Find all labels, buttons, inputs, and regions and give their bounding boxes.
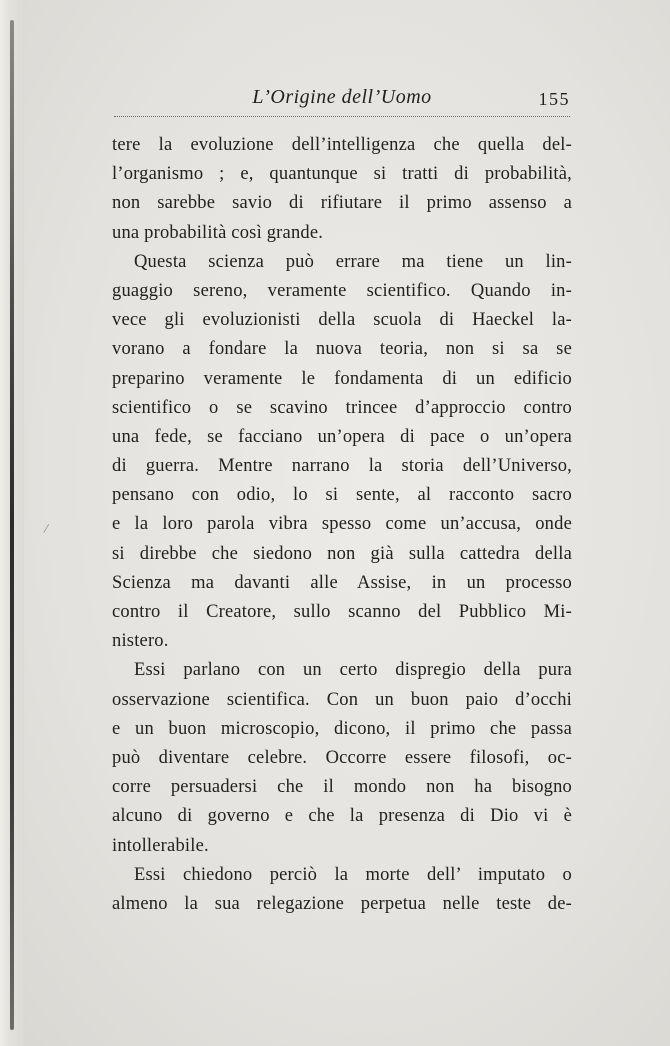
text-line: vorano a fondare la nuova teoria, non si sa se [112,339,572,360]
header-rule [114,116,570,117]
book-spine [0,0,24,1046]
text-line: alcuno di governo e che la presenza di Dio vi è [112,806,572,827]
text-line: scientifico o se scavino trincee d’approccio contro [112,397,572,418]
text-line: Essi chiedono perciò la morte dell’ imputato o [134,864,572,885]
text-line: pensano con odio, lo si sente, al racconto sacro [112,485,572,506]
page-header [114,86,570,116]
text-line: corre persuadersi che il mondo non ha bisogno [112,777,572,798]
text-line: e la loro parola vibra spesso come un’accusa, onde [112,514,572,535]
text-line: una fede, se facciano un’opera di pace o un’opera [112,426,572,447]
text-line: può diventare celebre. Occorre essere filosofi, oc- [112,747,572,768]
text-line: non sarebbe savio di rifiutare il primo assenso a [112,193,572,214]
text-line: intollerabile. [112,835,209,856]
text-line: di guerra. Mentre narrano la storia dell’Universo, [112,456,572,477]
text-line: almeno la sua relegazione perpetua nelle teste de- [112,893,572,914]
text-line: preparino veramente le fondamenta di un edificio [112,368,572,389]
text-line: Questa scienza può errare ma tiene un lin- [134,251,572,272]
running-title: L’Origine dell’Uomo [252,86,432,108]
text-line: si direbbe che siedono non già sulla cattedra della [112,543,572,564]
text-line: Scienza ma davanti alle Assise, in un processo [112,572,572,593]
text-line: Essi parlano con un certo dispregio della pura [134,660,572,681]
text-line: nistero. [112,631,169,652]
spine-shadow [10,20,14,1030]
text-line: vece gli evoluzionisti della scuola di Haeckel la- [112,310,572,331]
body-text [112,131,572,919]
text-line: e un buon microscopio, dicono, il primo che passa [112,718,572,739]
text-line: tere la evoluzione dell’intelligenza che quella del- [112,135,572,155]
text-line: l’organismo ; e, quantunque si tratti di probabilità, [112,164,572,185]
text-line: contro il Creatore, sullo scanno del Pubblico Mi- [112,602,572,622]
text-line: una probabilità così grande. [112,222,324,243]
text-line: guaggio sereno, veramente scientifico. Quando in- [112,280,572,301]
text-line: osservazione scientifica. Con un buon paio d’occhi [112,689,572,710]
page-number: 155 [538,89,570,109]
margin-pencil-mark: / [42,521,50,538]
